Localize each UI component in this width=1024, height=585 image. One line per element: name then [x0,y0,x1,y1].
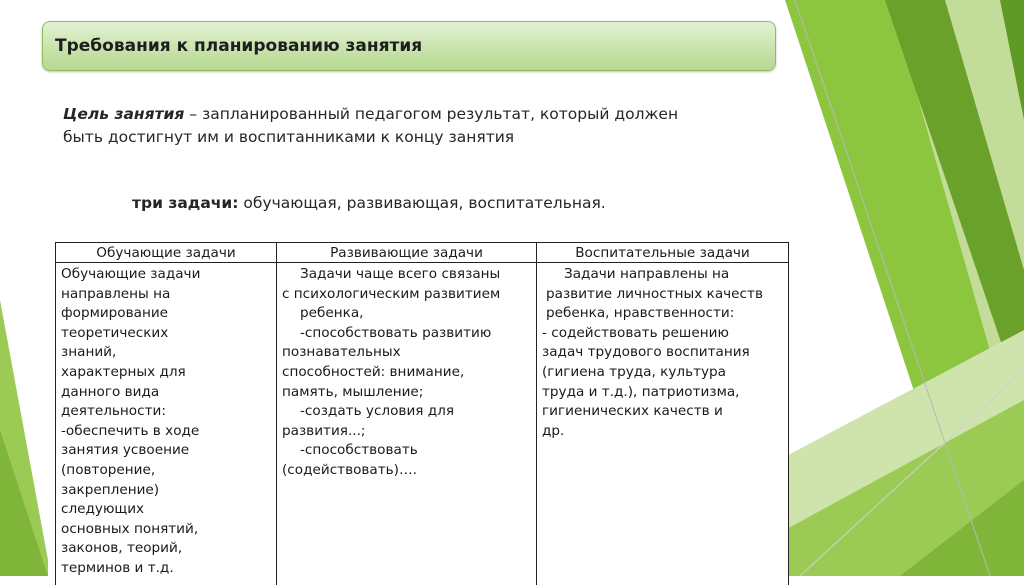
cell-line: -способствовать развитию [282,324,532,344]
cell-line: -способствовать [282,441,532,461]
cell-line: знаний, [61,343,272,363]
cell-line: способностей: внимание, [282,363,532,383]
cell-line: Задачи направлены на [542,265,784,285]
cell-line: (гигиена труда, культура [542,363,784,383]
cell-line: познавательных [282,343,532,363]
cell-educational-tasks [537,263,789,585]
goal-definition-line-1: – запланированный педагогом результат, который должен [184,105,678,123]
cell-line: гигиенических качеств и [542,402,784,422]
header-developing: Развивающие задачи [277,243,537,263]
cell-line: (содействовать)…. [282,461,532,481]
goal-definition [63,103,763,149]
header-educational: Воспитательные задачи [537,243,789,263]
header-teaching: Обучающие задачи [56,243,277,263]
cell-line: занятия усвоение [61,441,272,461]
cell-line: формирование [61,304,272,324]
cell-line: задач трудового воспитания [542,343,784,363]
goal-definition-line-2: быть достигнут им и воспитанниками к концу занятия [63,128,514,146]
table-header-row [56,243,789,263]
cell-line: следующих [61,500,272,520]
cell-line: (повторение, [61,461,272,481]
cell-line: Обучающие задачи [61,265,272,285]
cell-line: с психологическим развитием [282,285,532,305]
cell-line: Задачи чаще всего связаны [282,265,532,285]
table-row [56,263,789,585]
cell-line: деятельности: [61,402,272,422]
cell-line: характерных для [61,363,272,383]
cell-line: - содействовать решению [542,324,784,344]
tasks-label: три задачи: [132,194,238,212]
cell-developing-tasks [277,263,537,585]
cell-teaching-tasks [56,263,277,585]
page-title: Требования к планированию занятия [55,36,422,56]
cell-line: основных понятий, [61,520,272,540]
cell-line: законов, теорий, [61,539,272,559]
cell-line: теоретических [61,324,272,344]
cell-line: др. [542,422,784,442]
cell-line: направлены на [61,285,272,305]
cell-line: развитие личностных качеств [542,285,784,305]
cell-line: закрепление) [61,481,272,501]
tasks-text: обучающая, развивающая, воспитательная. [238,194,605,212]
cell-line: -обеспечить в ходе [61,422,272,442]
title-banner [42,21,776,71]
cell-line: память, мышление; [282,383,532,403]
cell-line: -создать условия для [282,402,532,422]
tasks-summary [132,194,606,212]
cell-line: ребенка, [282,304,532,324]
cell-line: данного вида [61,383,272,403]
cell-line: терминов и т.д. [61,559,272,579]
cell-line: труда и т.д.), патриотизма, [542,383,784,403]
cell-line: развития...; [282,422,532,442]
cell-line: ребенка, нравственности: [542,304,784,324]
goal-term: Цель занятия [63,105,184,123]
tasks-table [55,242,789,585]
